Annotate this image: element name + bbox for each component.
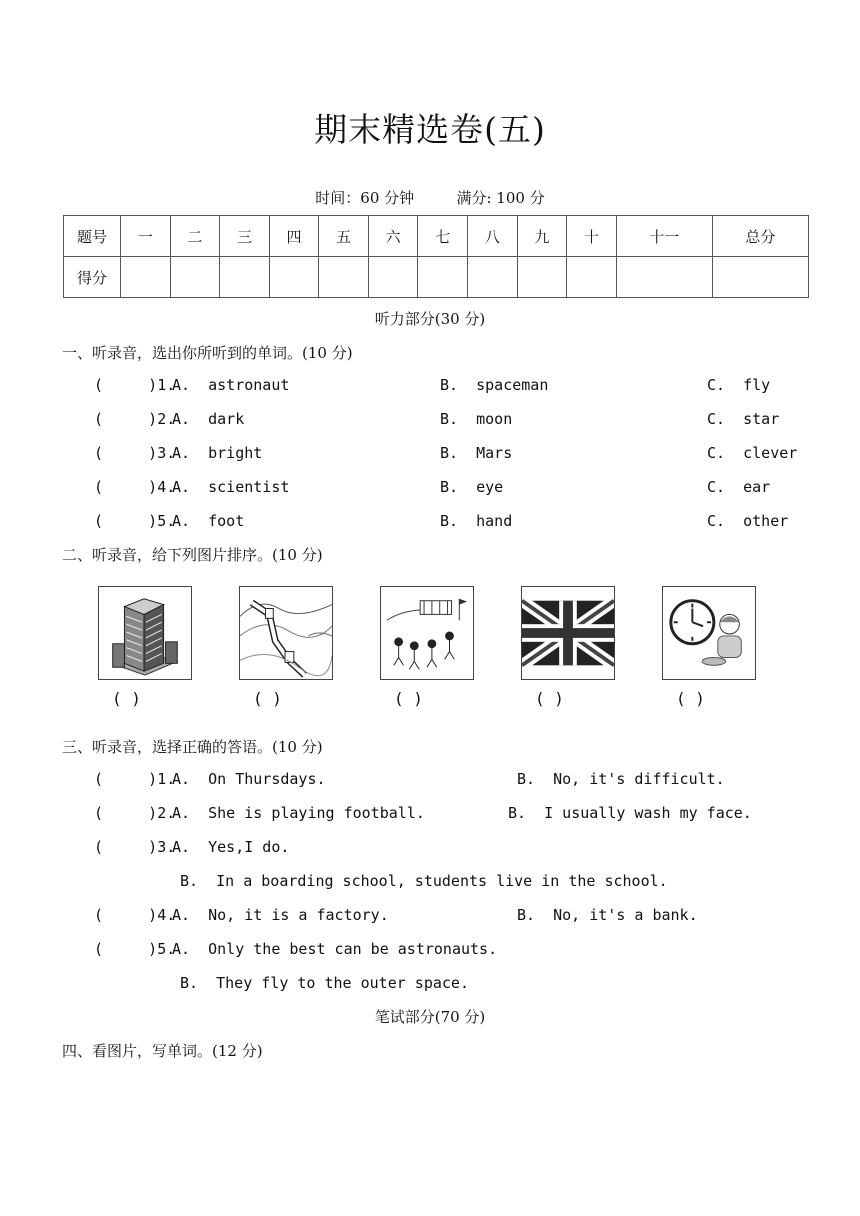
score-cell: 总分	[712, 216, 808, 257]
answer-blank[interactable]: ( )2.	[94, 804, 176, 822]
score-cell: 十一	[616, 216, 712, 257]
option-b: B. spaceman	[440, 376, 549, 394]
score-entry-cell[interactable]	[567, 257, 617, 298]
score-entry-cell[interactable]	[319, 257, 369, 298]
option-a: A. She is playing football.	[172, 804, 425, 822]
option-b: B. No, it's difficult.	[517, 770, 725, 788]
score-label-cell: 得分	[64, 257, 121, 298]
option-b: B. They fly to the outer space.	[180, 974, 469, 992]
option-c: C. ear	[707, 478, 771, 496]
written-section-title: 笔试部分(70 分)	[374, 1008, 486, 1026]
part4-heading: 四、看图片，写单词。(12 分)	[62, 1042, 263, 1060]
clock-and-boy-icon	[662, 586, 756, 680]
picture-order-blank[interactable]: ( )	[394, 689, 423, 708]
part3-heading: 三、听录音，选择正确的答语。(10 分)	[62, 738, 323, 756]
option-a: A. On Thursdays.	[172, 770, 326, 788]
option-a: A. bright	[172, 444, 263, 462]
score-cell: 十	[567, 216, 617, 257]
answer-blank[interactable]: ( )1.	[94, 770, 176, 788]
score-cell: 七	[418, 216, 468, 257]
option-a: A. Yes,I do.	[172, 838, 290, 856]
exam-info	[0, 187, 860, 208]
score-cell: 八	[468, 216, 518, 257]
option-b: B. I usually wash my face.	[508, 804, 752, 822]
office-building-icon	[98, 586, 192, 680]
answer-blank[interactable]: ( )5.	[94, 512, 176, 530]
answer-blank[interactable]: ( )1.	[94, 376, 176, 394]
score-entry-cell[interactable]	[468, 257, 518, 298]
score-table-score-row	[64, 257, 809, 298]
answer-blank[interactable]: ( )2.	[94, 410, 176, 428]
option-c: C. clever	[707, 444, 798, 462]
union-jack-flag-icon	[521, 586, 615, 680]
full-score: 满分: 100 分	[456, 189, 545, 207]
option-b: B. Mars	[440, 444, 513, 462]
part2-heading: 二、听录音，给下列图片排序。(10 分)	[62, 546, 323, 564]
option-b: B. moon	[440, 410, 513, 428]
answer-blank[interactable]: ( )4.	[94, 906, 176, 924]
option-a: A. foot	[172, 512, 245, 530]
score-cell: 六	[368, 216, 418, 257]
score-entry-cell[interactable]	[170, 257, 220, 298]
time-limit: 时间：60 分钟	[315, 189, 415, 207]
answer-blank[interactable]: ( )5.	[94, 940, 176, 958]
answer-blank[interactable]: ( )3.	[94, 838, 176, 856]
score-cell: 四	[269, 216, 319, 257]
option-c: C. fly	[707, 376, 771, 394]
answer-blank[interactable]: ( )3.	[94, 444, 176, 462]
picture-order-blank[interactable]: ( )	[535, 689, 564, 708]
answer-blank[interactable]: ( )4.	[94, 478, 176, 496]
exam-title: 期末精选卷(五)	[314, 110, 546, 149]
score-table	[63, 215, 809, 298]
option-b: B. eye	[440, 478, 504, 496]
children-playing-icon	[380, 586, 474, 680]
score-cell: 九	[517, 216, 567, 257]
score-entry-cell[interactable]	[418, 257, 468, 298]
option-a: A. dark	[172, 410, 245, 428]
option-b: B. hand	[440, 512, 513, 530]
score-entry-cell[interactable]	[269, 257, 319, 298]
score-cell: 二	[170, 216, 220, 257]
score-table-header-row	[64, 216, 809, 257]
picture-order-blank[interactable]: ( )	[112, 689, 141, 708]
option-a: A. Only the best can be astronauts.	[172, 940, 498, 958]
score-cell: 五	[319, 216, 369, 257]
part1-heading: 一、听录音，选出你所听到的单词。(10 分)	[62, 344, 353, 362]
score-cell: 三	[220, 216, 270, 257]
score-entry-cell[interactable]	[220, 257, 270, 298]
option-b: B. In a boarding school, students live in the school.	[180, 872, 668, 890]
score-entry-cell[interactable]	[121, 257, 171, 298]
score-entry-cell[interactable]	[616, 257, 712, 298]
score-entry-cell[interactable]	[368, 257, 418, 298]
option-b: B. No, it's a bank.	[517, 906, 698, 924]
picture-order-blank[interactable]: ( )	[253, 689, 282, 708]
option-c: C. star	[707, 410, 780, 428]
score-cell: 题号	[64, 216, 121, 257]
great-wall-icon	[239, 586, 333, 680]
picture-order-blank[interactable]: ( )	[676, 689, 705, 708]
listening-section-title: 听力部分(30 分)	[374, 310, 486, 328]
option-a: A. No, it is a factory.	[172, 906, 389, 924]
option-a: A. scientist	[172, 478, 290, 496]
option-a: A. astronaut	[172, 376, 290, 394]
score-entry-cell[interactable]	[712, 257, 808, 298]
option-c: C. other	[707, 512, 789, 530]
score-cell: 一	[121, 216, 171, 257]
score-entry-cell[interactable]	[517, 257, 567, 298]
